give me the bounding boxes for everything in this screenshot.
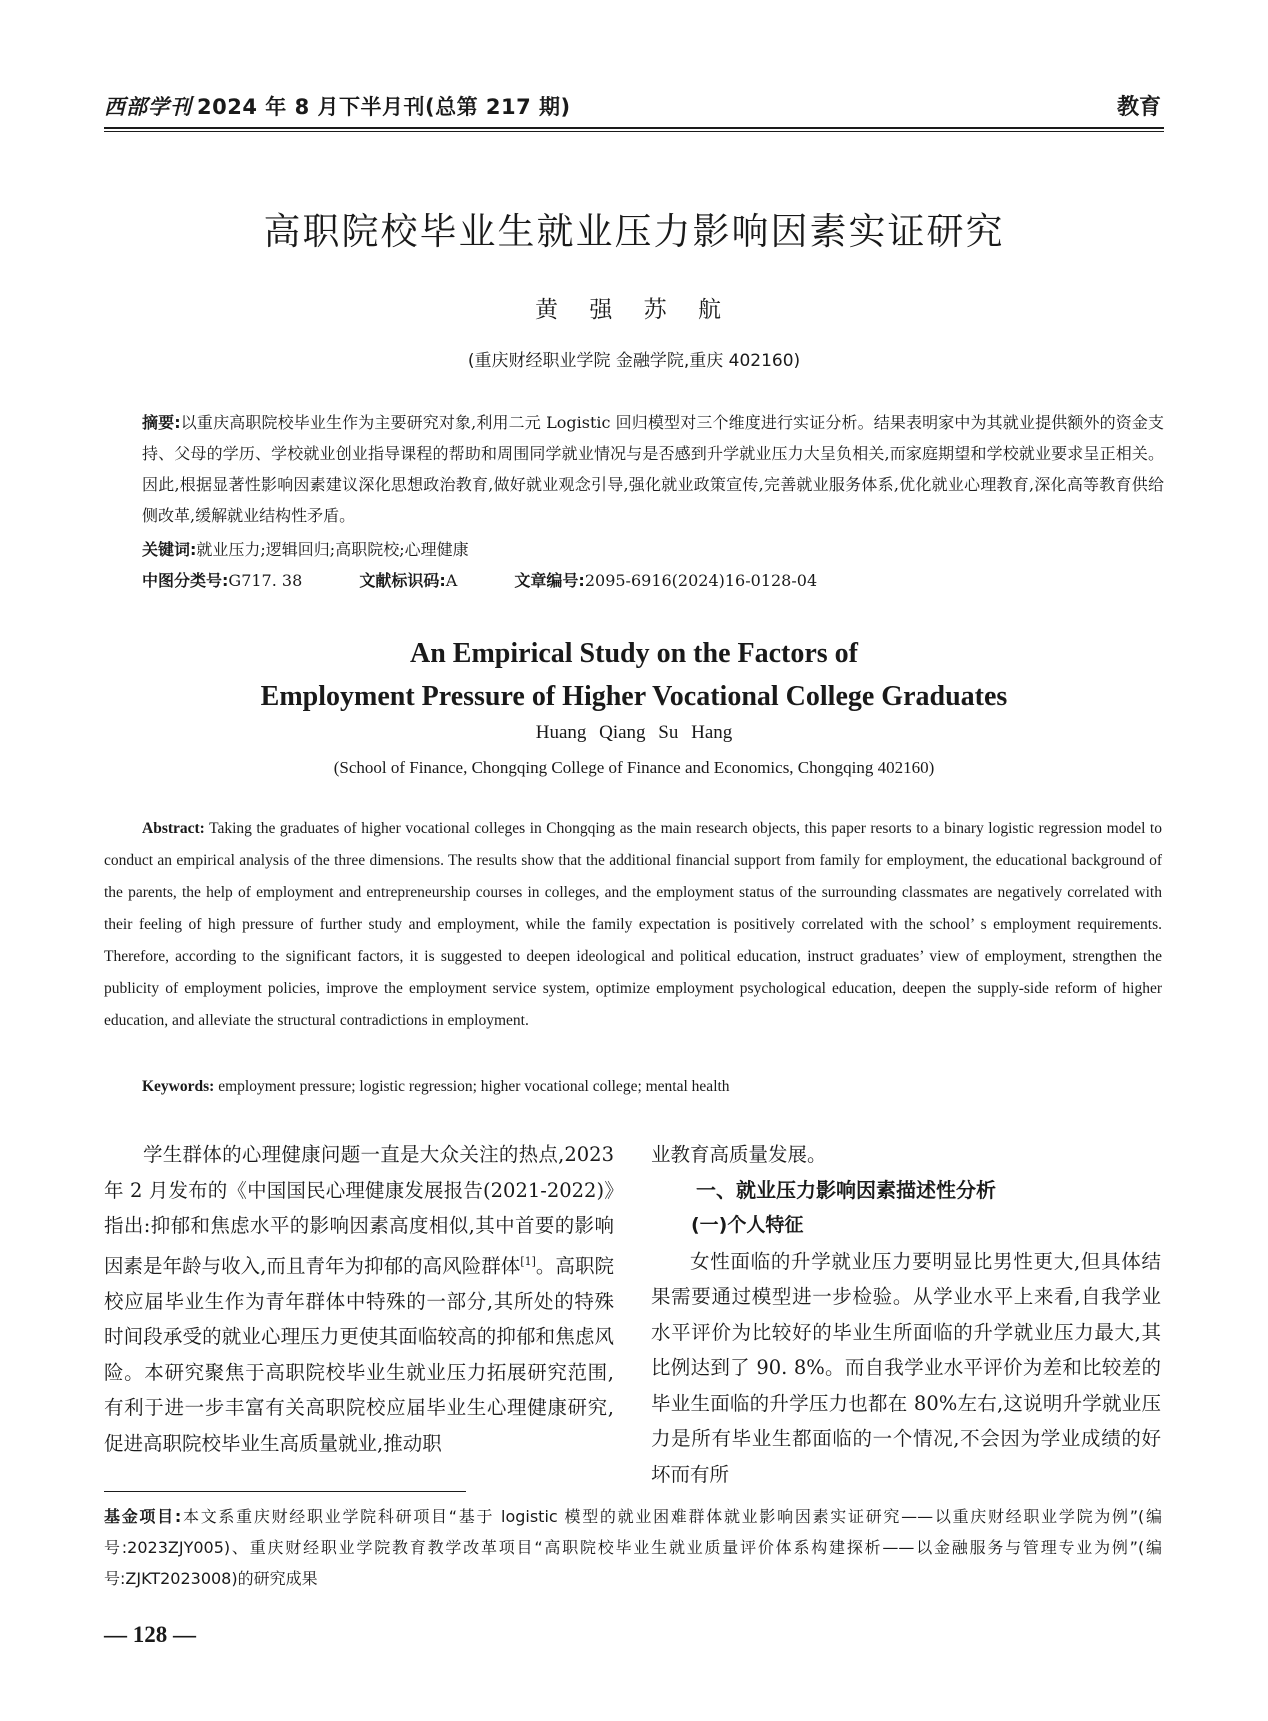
clc-code	[142, 568, 302, 591]
keywords-zh-label: 关键词:	[142, 540, 197, 559]
doc-code	[359, 568, 457, 591]
abstract-zh	[142, 407, 1164, 531]
abstract-en-text: Taking the graduates of higher vocational colleges in Chongqing as the main research objects, this paper resorts to a binary logistic regression model to conduct an empirical analysis of the three dimensions. The results show that the additional financial support from family for employment, the educational background of the parents, the help of employment and entrepreneurship courses in colleges, and the employment status of the surrounding classmates are negatively correlated with their feeling of high pressure of further study and employment, while the family expectation is positively correlated with the school’ s employment requirements. Therefore, according to the significant factors, it is suggested to deepen ideological and political education, instruct graduates’ view of employment, strengthen the publicity of employment policies, improve the employment service system, optimize employment psychological education, deepen the supply-side reform of higher education, and alleviate the structural contradictions in employment.	[104, 820, 1162, 1029]
article-label: 文章编号:	[514, 571, 585, 590]
body-text: 学生群体的心理健康问题一直是大众关注的热点,2023 年 2 月发布的《中国国民心理健康发展报告(2021-2022)》指出:抑郁和焦虑水平的影响因素高度相似,其中首要的影响因素是年龄与收入,而且青年为抑郁的高风险群体	[104, 1143, 614, 1277]
funding-label: 基金项目:	[104, 1507, 182, 1526]
body-text: 。高职院校应届毕业生作为青年群体中特殊的一部分,其所处的特殊时间段承受的就业心理压力更使其面临较高的抑郁和焦虑风险。本研究聚焦于高职院校毕业生就业压力拓展研究范围,有利于进一步丰富有关高职院校应届毕业生心理健康研究,促进高职院校毕业生高质量就业,推动职	[104, 1254, 614, 1455]
journal-logo: 西部学刊	[104, 94, 192, 119]
paper-title-en-line2: Employment Pressure of Higher Vocational College Graduates	[260, 681, 1008, 712]
abstract-zh-label: 摘要:	[142, 413, 181, 432]
keywords-en-label: Keywords:	[142, 1078, 215, 1095]
journal-issue: 2024 年 8 月下半月刊(总第 217 期)	[197, 95, 571, 119]
funding-note	[104, 1501, 1162, 1594]
doc-value: A	[445, 571, 458, 590]
clc-value: G717. 38	[228, 571, 303, 590]
body-paragraph: 女性面临的升学就业压力要明显比男性更大,但具体结果需要通过模型进一步检验。从学业水平上来看,自我学业水平评价为比较好的毕业生所面临的升学就业压力最大,其比例达到了 90. 8%。而自我学业水平评价为差和比较差的毕业生面临的升学压力也都在 80%左右,这说明升学就业压力是所有毕业生都面临的一个情况,不会因为学业成绩的好坏而有所	[651, 1249, 1161, 1486]
classification-line	[142, 568, 869, 591]
keywords-en-text: employment pressure; logistic regression; higher vocational college; mental health	[218, 1078, 730, 1095]
abstract-en-label: Abstract:	[142, 820, 205, 837]
authors-en: Huang Qiang Su Hang	[535, 722, 733, 743]
keywords-zh	[142, 537, 469, 560]
body-column-right	[651, 1137, 1161, 1492]
affiliation-zh: (重庆财经职业学院 金融学院,重庆 402160)	[467, 351, 801, 371]
abstract-zh-text: 以重庆高职院校毕业生作为主要研究对象,利用二元 Logistic 回归模型对三个维度进行实证分析。结果表明家中为其就业提供额外的资金支持、父母的学历、学校就业创业指导课程的帮助和周围同学就业情况与是否感到升学就业压力大呈负相关,而家庭期望和学校就业要求呈正相关。因此,根据显著性影响因素建议深化思想政治教育,做好就业观念引导,强化就业政策宣传,完善就业服务体系,优化就业心理教育,深化高等教育供给侧改革,缓解就业结构性矛盾。	[142, 413, 1164, 525]
article-number	[514, 568, 817, 591]
doc-label: 文献标识码:	[359, 571, 446, 590]
abstract-en	[104, 813, 1162, 1037]
header-rule-thin	[104, 131, 1164, 132]
paper-title-zh: 高职院校毕业生就业压力影响因素实证研究	[263, 210, 1005, 253]
keywords-en	[142, 1078, 730, 1096]
clc-label: 中图分类号:	[142, 571, 229, 590]
footnote-rule	[104, 1491, 466, 1492]
body-column-left	[104, 1137, 614, 1461]
body-paragraph	[104, 1137, 614, 1461]
affiliation-en: (School of Finance, Chongqing College of Finance and Economics, Chongqing 402160)	[333, 758, 935, 777]
section-heading: 一、就业压力影响因素描述性分析	[696, 1177, 996, 1202]
paper-title-en-line1: An Empirical Study on the Factors of	[410, 638, 858, 669]
keywords-zh-text: 就业压力;逻辑回归;高职院校;心理健康	[196, 540, 469, 559]
funding-text: 本文系重庆财经职业学院科研项目“基于 logistic 模型的就业困难群体就业影响因素实证研究——以重庆财经职业学院为例”(编号:2023ZJY005)、重庆财经职业学院教育教学改革项目“高职院校毕业生就业质量评价体系构建探析——以金融服务与管理专业为例”(编号:ZJKT2023008)的研究成果	[104, 1507, 1162, 1588]
page-number: — 128 —	[104, 1622, 196, 1647]
article-value: 2095-6916(2024)16-0128-04	[584, 571, 818, 590]
citation-ref: [1]	[520, 1254, 536, 1268]
section-label: 教育	[1116, 95, 1161, 120]
authors-zh: 黄 强 苏 航	[535, 297, 733, 323]
body-paragraph-continued: 业教育高质量发展。	[651, 1143, 827, 1166]
subsection-heading: (一)个人特征	[691, 1214, 804, 1236]
header-rule	[104, 127, 1164, 129]
